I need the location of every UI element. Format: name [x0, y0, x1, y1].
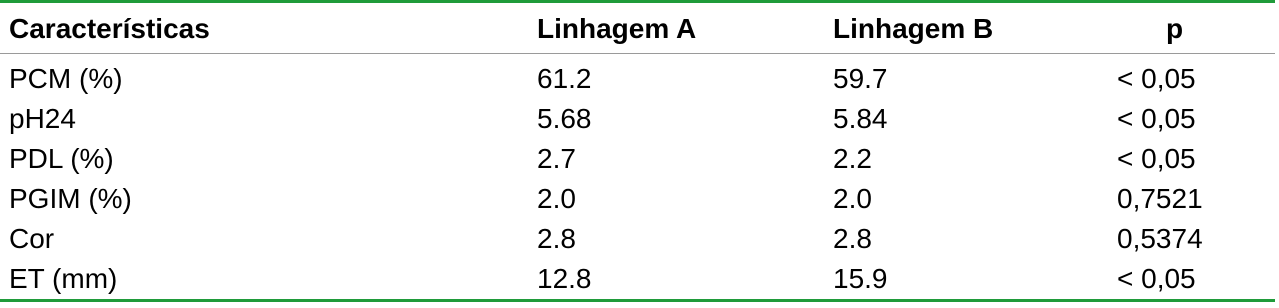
row-value-b: 2.0 [833, 183, 872, 214]
table-header-rule [0, 53, 1275, 54]
table-row [0, 219, 1275, 259]
header-p: p [1166, 13, 1184, 44]
table-top-rule [0, 0, 1275, 3]
header-linhagem-a: Linhagem A [537, 13, 697, 44]
row-value-a: 61.2 [537, 63, 592, 94]
row-label: Cor [9, 223, 55, 254]
row-value-b: 2.2 [833, 143, 872, 174]
row-value-b: 2.8 [833, 223, 872, 254]
table-header-row [0, 8, 1275, 50]
row-label: PCM (%) [9, 63, 123, 94]
row-value-a: 5.68 [537, 103, 592, 134]
row-value-b: 59.7 [833, 63, 888, 94]
row-value-b: 15.9 [833, 263, 888, 294]
row-p-value: 0,5374 [1117, 223, 1203, 254]
row-value-b: 5.84 [833, 103, 888, 134]
row-value-a: 12.8 [537, 263, 592, 294]
table-row [0, 139, 1275, 179]
row-p-value: < 0,05 [1117, 263, 1196, 294]
row-p-value: < 0,05 [1117, 63, 1196, 94]
row-p-value: < 0,05 [1117, 143, 1196, 174]
row-p-value: < 0,05 [1117, 103, 1196, 134]
table-bottom-rule [0, 299, 1275, 302]
table-row [0, 99, 1275, 139]
table-row [0, 259, 1275, 299]
row-value-a: 2.8 [537, 223, 576, 254]
row-p-value: 0,7521 [1117, 183, 1203, 214]
row-value-a: 2.0 [537, 183, 576, 214]
table-row [0, 179, 1275, 219]
row-label: pH24 [9, 103, 76, 134]
row-label: ET (mm) [9, 263, 118, 294]
row-label: PGIM (%) [9, 183, 132, 214]
table-row [0, 59, 1275, 99]
header-caracteristicas: Características [9, 13, 210, 44]
row-value-a: 2.7 [537, 143, 576, 174]
header-linhagem-b: Linhagem B [833, 13, 994, 44]
row-label: PDL (%) [9, 143, 114, 174]
